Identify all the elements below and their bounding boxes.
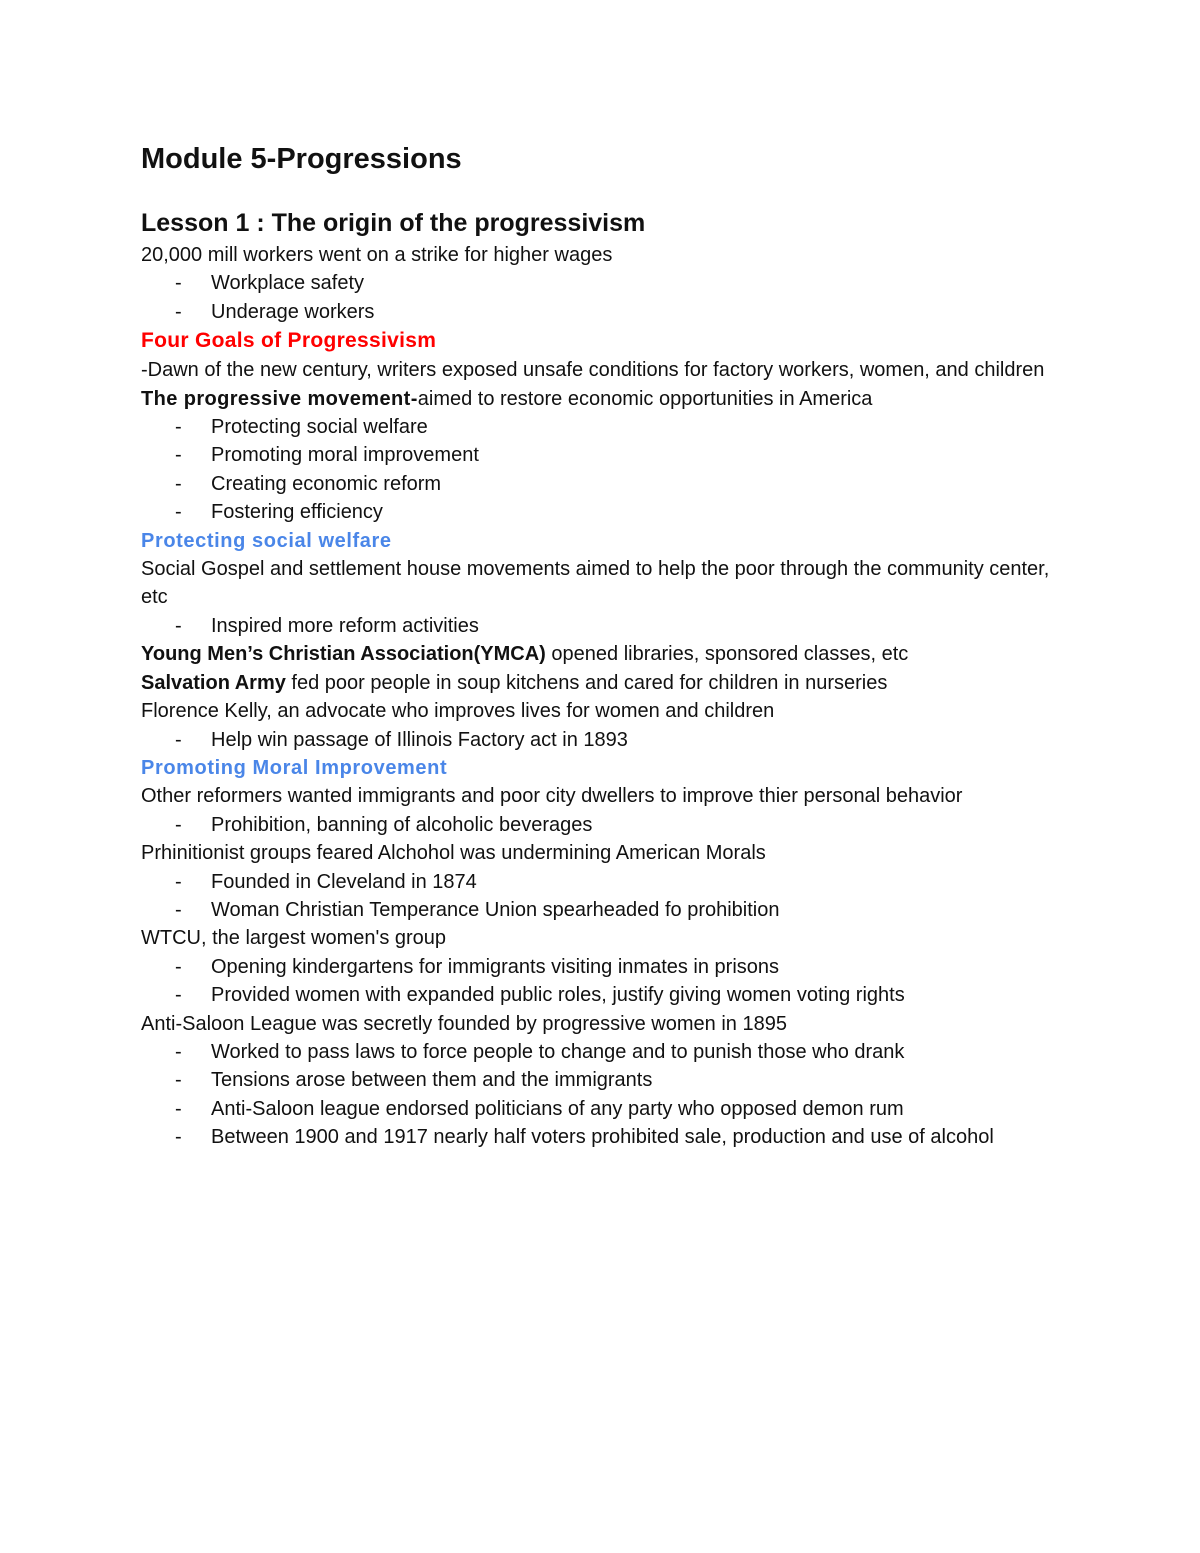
ymca-bold: Young Men’s Christian Association(YMCA) — [141, 643, 546, 666]
four-goals-para: -Dawn of the new century, writers exposed unsafe conditions for factory workers, women, and children — [141, 359, 1045, 382]
bullet-dash: - — [175, 728, 182, 751]
ymca-rest: opened libraries, sponsored classes, etc — [545, 643, 909, 666]
list-item: - Anti-Saloon league endorsed politicians of any party who opposed demon rum — [141, 1095, 1081, 1123]
social-welfare-para: Social Gospel and settlement house movements aimed to help the poor through the community center, etc — [141, 558, 1050, 609]
salvation-bold: Salvation Army — [141, 671, 286, 694]
list-item: - Help win passage of Illinois Factory act in 1893 — [141, 726, 1081, 754]
bullet-dash: - — [175, 870, 182, 893]
bullet-dash: - — [175, 898, 182, 921]
bullet-dash: - — [175, 1097, 182, 1120]
bullet-dash: - — [175, 1126, 182, 1149]
movement-line — [141, 385, 1081, 413]
page-title: Module 5-Progressions — [141, 143, 462, 175]
list-item: - Prohibition, banning of alcoholic beverages — [141, 811, 1081, 839]
movement-bold: The progressive movement- — [141, 387, 418, 410]
list-item: - Opening kindergartens for immigrants visiting inmates in prisons — [141, 953, 1081, 981]
list-item: - Protecting social welfare — [141, 413, 1081, 441]
bullet-dash: - — [175, 416, 182, 439]
bullet-dash: - — [175, 955, 182, 978]
document-body — [141, 241, 1081, 1152]
bullet-dash: - — [175, 501, 182, 524]
list-item: - Between 1900 and 1917 nearly half voters prohibited sale, production and use of alcohol — [141, 1123, 1081, 1151]
ymca-line — [141, 640, 1081, 668]
list-item: - Woman Christian Temperance Union spearheaded fo prohibition — [141, 896, 1081, 924]
movement-rest: aimed to restore economic opportunities in America — [417, 387, 873, 410]
salvation-line — [141, 669, 1081, 697]
lesson-title: Lesson 1 : The origin of the progressivism — [141, 209, 646, 237]
section-heading-social-welfare: Protecting social welfare — [141, 529, 392, 552]
section-heading-moral: Promoting Moral Improvement — [141, 756, 448, 779]
anti-saloon-line: Anti-Saloon League was secretly founded by progressive women in 1895 — [141, 1012, 787, 1035]
moral-para: Other reformers wanted immigrants and poor city dwellers to improve thier personal behavior — [141, 785, 963, 808]
prohibitionist-line: Prhinitionist groups feared Alchohol was undermining American Morals — [141, 842, 766, 865]
bullet-dash: - — [175, 444, 182, 467]
list-item: - Creating economic reform — [141, 470, 1081, 498]
bullet-dash: - — [175, 272, 182, 295]
bullet-dash: - — [175, 1040, 182, 1063]
list-item: - Tensions arose between them and the immigrants — [141, 1066, 1081, 1094]
list-item: - Promoting moral improvement — [141, 441, 1081, 469]
bullet-dash: - — [175, 984, 182, 1007]
intro-text: 20,000 mill workers went on a strike for higher wages — [141, 244, 613, 266]
list-item: - Founded in Cleveland in 1874 — [141, 868, 1081, 896]
list-item: - Worked to pass laws to force people to change and to punish those who drank — [141, 1038, 1081, 1066]
wtcu-line: WTCU, the largest women's group — [141, 927, 447, 950]
kelly-line: Florence Kelly, an advocate who improves lives for women and children — [141, 700, 775, 723]
bullet-dash: - — [175, 300, 182, 323]
section-heading-four-goals: Four Goals of Progressivism — [141, 329, 437, 353]
salvation-rest: fed poor people in soup kitchens and cared for children in nurseries — [285, 671, 888, 694]
list-item: - Inspired more reform activities — [141, 612, 1081, 640]
bullet-dash: - — [175, 1069, 182, 1092]
bullet-dash: - — [175, 472, 182, 495]
bullet-dash: - — [175, 813, 182, 836]
list-item: - Fostering efficiency — [141, 498, 1081, 526]
list-item: - Workplace safety — [141, 269, 1081, 297]
bullet-dash: - — [175, 614, 182, 637]
list-item: - Underage workers — [141, 298, 1081, 326]
list-item: - Provided women with expanded public roles, justify giving women voting rights — [141, 981, 1081, 1009]
